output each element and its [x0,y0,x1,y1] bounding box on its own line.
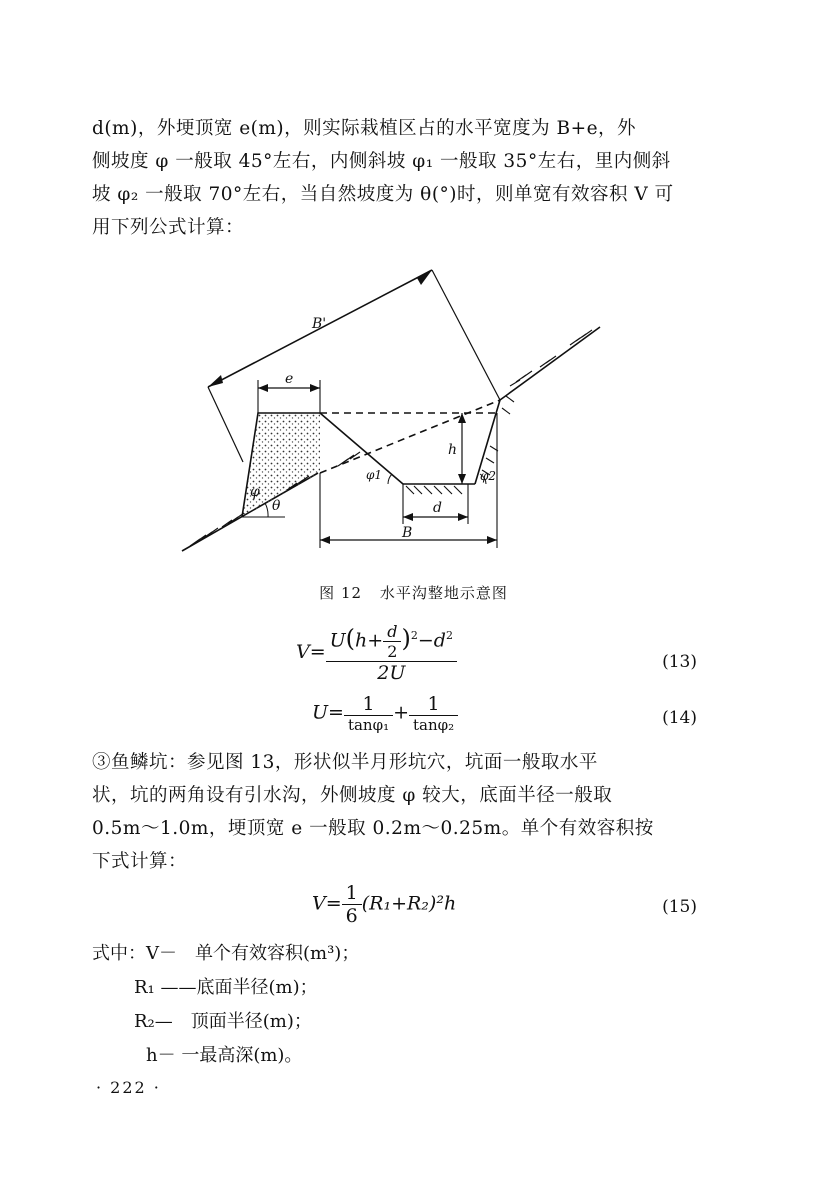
label-phi: φ [250,484,260,500]
fish-scale-pit-paragraph [92,746,702,878]
hatch [406,486,462,494]
legend-item: R₂— 顶面半径(m)； [134,1011,312,1032]
figure-caption [0,582,827,603]
figure-number: 图 12 [319,584,363,602]
hatch [222,513,244,527]
text-line: ③鱼鳞坑：参见图 13，形状似半月形坑穴，坑面一般取水平 [92,752,598,773]
theta-arc [265,503,268,517]
equation-15: V= $\frac{1}{6}$ (R₁+R₂)²h [312,882,457,927]
eq13-denominator: 2U [377,662,406,684]
text-line: d(m)，外埂顶宽 e(m)，则实际栽植区占的水平宽度为 B+e，外 [92,118,637,139]
label-phi2: φ2 [480,469,497,483]
legend-item: h－ 一最高深(m)。 [146,1045,303,1066]
equation-15-number: (15) [662,897,697,917]
hatch [338,452,360,466]
page-number: · 222 · [96,1078,161,1097]
text-line: 状，坑的两角设有引水沟，外侧坡度 φ 较大，底面半径一般取 [92,785,613,806]
outer-ridge [242,413,320,517]
text-line: 坡 φ₂ 一般取 70°左右，当自然坡度为 θ(°)时，则单宽有效容积 V 可 [92,184,674,205]
label-theta: θ [272,498,281,514]
trench-diagram [0,0,827,580]
legend-item: 式中：V－ 单个有效容积(m³)； [92,943,360,964]
equation-14-number: (14) [662,708,697,728]
text-line: 下式计算： [92,851,188,872]
figure-title: 水平沟整地示意图 [379,584,508,602]
hatch [502,371,532,414]
label-B: B [402,525,413,541]
inner-slope [320,413,403,484]
label-d: d [433,500,442,516]
label-e: e [285,371,294,387]
legend-item: R₁ ——底面半径(m)； [134,977,318,998]
text-line: 0.5m～1.0m，埂顶宽 e 一般取 0.2m～0.25m。单个有效容积按 [92,818,654,839]
label-B-prime: B' [312,316,327,332]
label-h: h [448,442,458,458]
text-line: 侧坡度 φ 一般取 45°左右，内侧斜坡 φ₁ 一般取 35°左右，里内侧斜 [92,151,671,172]
hatch [540,330,592,367]
hatch [190,528,218,546]
label-phi1: φ1 [366,468,383,482]
equation-13-number: (13) [662,652,697,672]
phi1-arc [388,474,392,484]
text-line: 用下列公式计算： [92,217,245,238]
variable-legend [92,937,359,1073]
equation-13: V= U(h+ $\frac{d}{2}$ )$^2-d^2$ 2U [296,622,457,684]
equation-14: U= $\frac{1}{\text{tanφ₁}}$ + $\frac{1}{\text{tanφ₂}}$ [312,693,458,734]
ground-line-upper [500,327,600,400]
